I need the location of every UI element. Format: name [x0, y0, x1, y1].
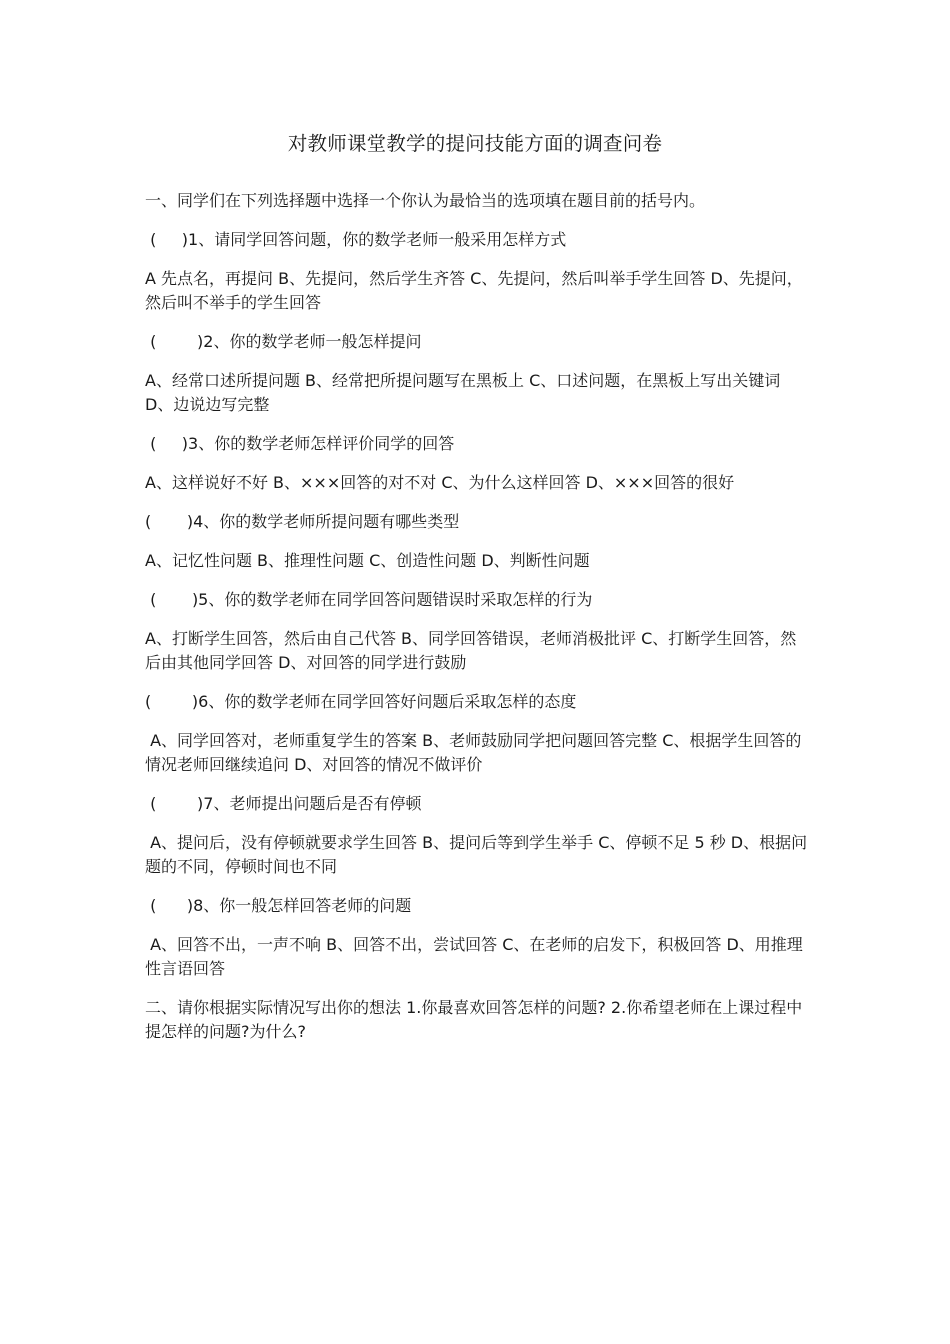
document-body	[145, 189, 810, 1059]
question-8-prompt: ( )8、你一般怎样回答老师的问题	[145, 896, 412, 915]
question-4-options: A、记忆性问题 B、推理性问题 C、创造性问题 D、判断性问题	[145, 551, 590, 570]
question-6-options: A、同学回答对，老师重复学生的答案 B、老师鼓励同学把问题回答完整 C、根据学生回答的情况老师回继续追问 D、对回答的情况不做评价	[145, 731, 802, 774]
section-one-intro: 一、同学们在下列选择题中选择一个你认为最恰当的选项填在题目前的括号内。	[145, 191, 706, 210]
question-2-prompt: ( )2、你的数学老师一般怎样提问	[145, 332, 422, 351]
question-5-options: A、打断学生回答，然后由自己代答 B、同学回答错误，老师消极批评 C、打断学生回答，然后由其他同学回答 D、对回答的同学进行鼓励	[145, 629, 797, 672]
question-3-options: A、这样说好不好 B、×××回答的对不对 C、为什么这样回答 D、×××回答的很好	[145, 473, 735, 492]
question-2-options: A、经常口述所提问题 B、经常把所提问题写在黑板上 C、口述问题，在黑板上写出关键词 D、边说边写完整	[145, 371, 786, 414]
question-6-prompt: ( )6、你的数学老师在同学回答好问题后采取怎样的态度	[145, 692, 577, 711]
section-two-open-question: 二、请你根据实际情况写出你的想法 1.你最喜欢回答怎样的问题? 2.你希望老师在上课过程中提怎样的问题?为什么?	[145, 998, 803, 1041]
document-title: 对教师课堂教学的提问技能方面的调查问卷	[287, 132, 663, 155]
question-1-options: A 先点名，再提问 B、先提问，然后学生齐答 C、先提问，然后叫举手学生回答 D、先提问，然后叫不举手的学生回答	[145, 269, 803, 312]
question-5-prompt: ( )5、你的数学老师在同学回答问题错误时采取怎样的行为	[145, 590, 593, 609]
question-8-options: A、回答不出，一声不响 B、回答不出，尝试回答 C、在老师的启发下，积极回答 D、用推理性言语回答	[145, 935, 803, 978]
question-4-prompt: ( )4、你的数学老师所提问题有哪些类型	[145, 512, 460, 531]
question-7-prompt: ( )7、老师提出问题后是否有停顿	[145, 794, 422, 813]
question-7-options: A、提问后，没有停顿就要求学生回答 B、提问后等到学生举手 C、停顿不足 5 秒 D、根据问题的不同，停顿时间也不同	[145, 833, 808, 876]
question-3-prompt: ( )3、你的数学老师怎样评价同学的回答	[145, 434, 455, 453]
question-1-prompt: ( )1、请同学回答问题，你的数学老师一般采用怎样方式	[145, 230, 567, 249]
